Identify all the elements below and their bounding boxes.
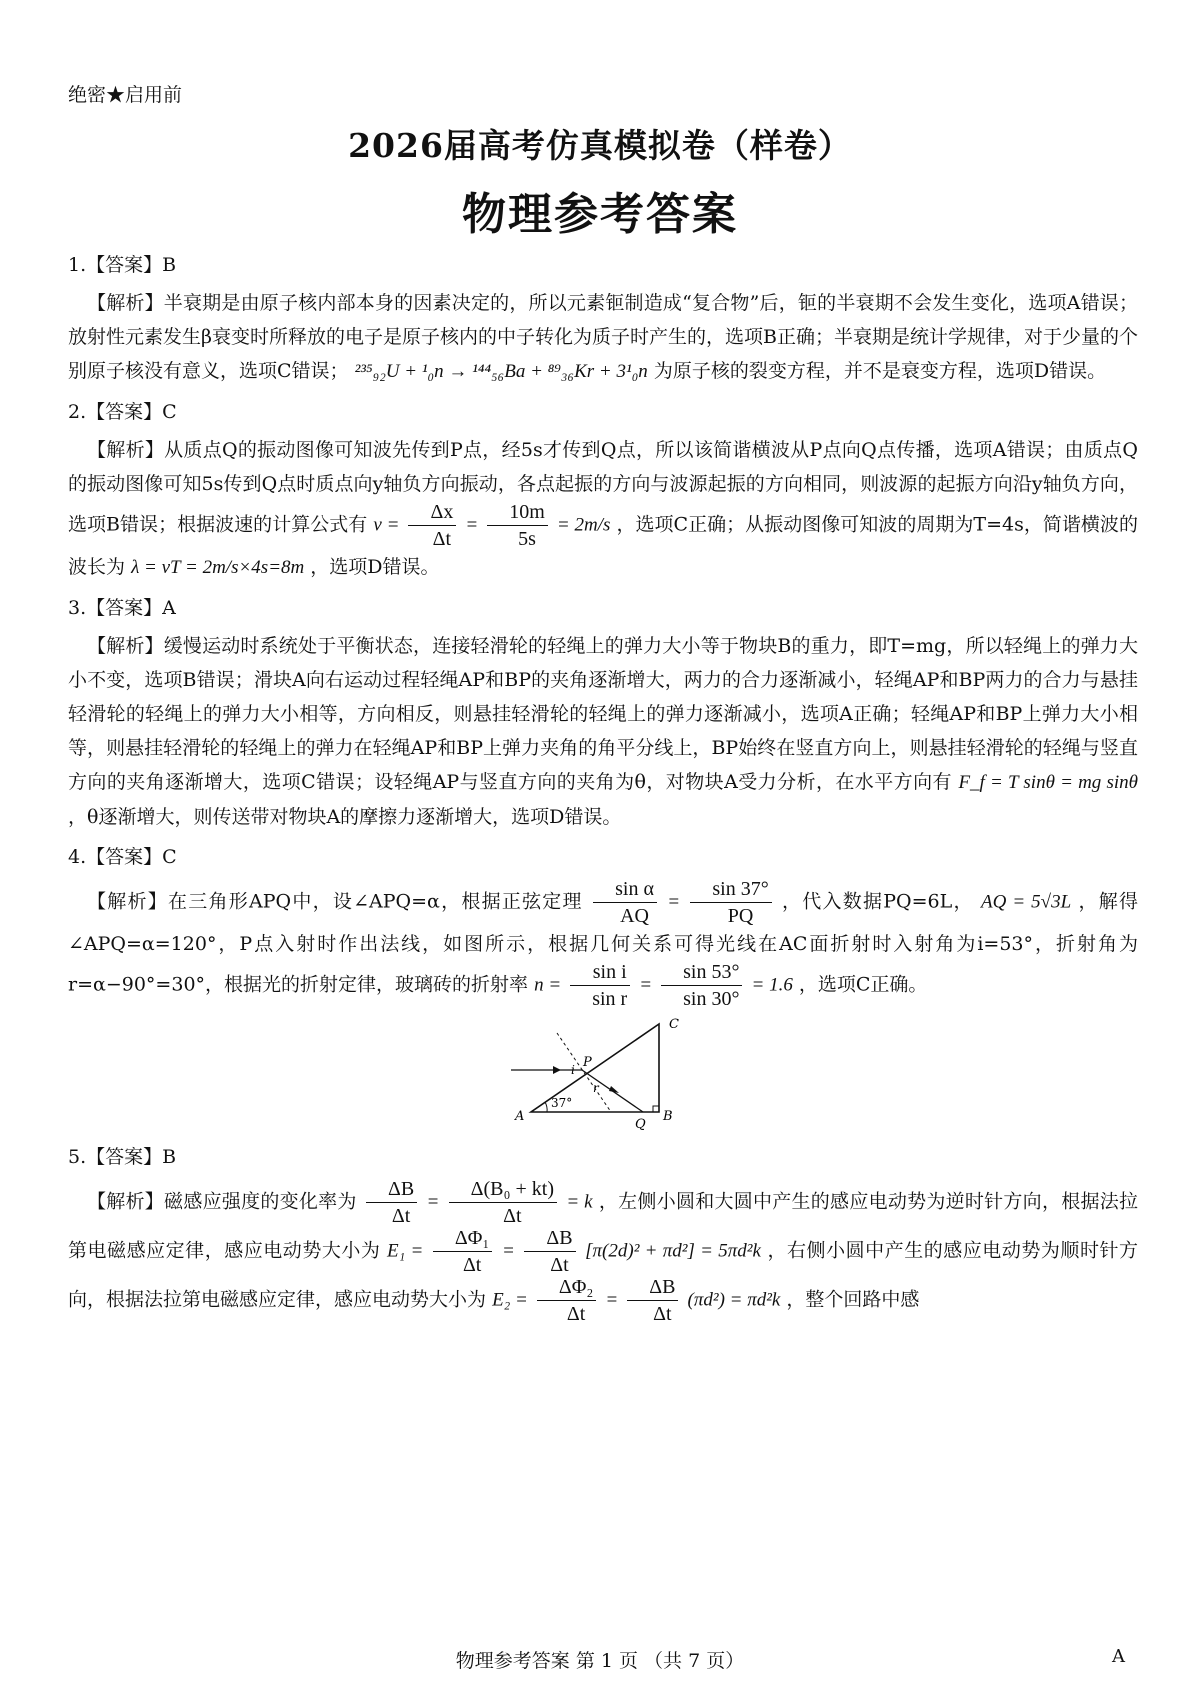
q3-text-2: ，θ逐渐增大，则传送带对物块A的摩擦力逐渐增大，选项D错误。 xyxy=(68,806,622,828)
q2-wavelength-eq: λ = vT = 2m/s×4s=8m xyxy=(131,557,305,578)
q5-frac5-den: Δt xyxy=(566,1303,586,1325)
q2-eq-mid: = xyxy=(465,514,479,536)
q5-fraction-2 xyxy=(449,1178,557,1227)
q3-answer: 3.【答案】A xyxy=(68,597,176,619)
q4-frac3-den: sin r xyxy=(592,988,628,1010)
q5-e1-lhs: E₁ = xyxy=(387,1240,424,1262)
q5-explanation: 【解析】磁感应强度的变化率为 $\frac{\Delta B}{\Delta t}$ = $\frac{\text{Δ(B₀ + kt)}}{\Delta t}$ = k ，左侧小圆和大圆中产生的感应电动势为逆时针方向，根据法拉第电磁感应定律，感应电动势大小为 E₁ = $\frac{\text{ΔΦ₁}}{\Delta t}$ = $\frac{\Delta B}{\Delta t}$ [π(2d)² + πd²] = 5πd²k ，右侧小圆中产生的感应电动势为顺时针方向，根据法拉第电磁感应定律，感应电动势大小为 E₂ = $\frac{\text{ΔΦ₂}}{\Delta t}$ = $\frac{\Delta B}{\Delta t}$ (πd²) = πd²k ，整个回路中感 xyxy=(68,1178,1138,1325)
q2-eq-lhs: v = xyxy=(373,514,400,536)
label-37deg: 37° xyxy=(551,1096,573,1110)
page-footer: 物理参考答案 第 1 页 （共 7 页） xyxy=(455,1650,745,1672)
q3-friction-eq: F_f = T sinθ = mg sinθ xyxy=(958,772,1138,793)
version-mark: A xyxy=(1112,1646,1125,1667)
q4-frac1-den: AQ xyxy=(620,905,649,927)
label-q: Q xyxy=(635,1117,646,1132)
q1-fission-equation: ²³⁵₉₂U + ¹₀n → ¹⁴⁴₅₆Ba + ⁸⁹₃₆Kr + 3¹₀n xyxy=(354,361,648,382)
q4-fraction-1 xyxy=(593,878,657,927)
q5-fraction-1 xyxy=(366,1178,417,1227)
q5-text-2: ，左侧小圆和大圆中产生的感应电动势为逆时针方向，根据法拉第电磁感应定律，感应电动势大小为 xyxy=(68,1190,1138,1262)
q4-explanation: 【解析】在三角形APQ中，设∠APQ=α，根据正弦定理 $\frac{\text{sin α}}{AQ}$ = $\frac{\sin 37^\circ}{PQ}$ ，代入数据PQ=6L， AQ = 5√3L ，解得∠APQ=α=120°，P点入射时作出法线，如图所示，根据几何关系可得光线在AC面折射时入射角为i=53°，折射角为r=α−90°=30°，根据光的折射定律，玻璃砖的折射率 n = $\frac{\text{sin i}}{\text{sin r}}$ = $\frac{\sin 53^\circ}{\sin 30^\circ}$ = 1.6 ，选项C正确。 xyxy=(68,878,1138,1010)
q2-frac1-den: Δt xyxy=(432,528,452,550)
q4-frac2-den: PQ xyxy=(727,905,754,927)
q5-text-3: ，右侧小圆中产生的感应电动势为顺时针方向，根据法拉第电磁感应定律，感应电动势大小为 xyxy=(68,1239,1138,1311)
q4-text-4: ，选项C正确。 xyxy=(798,973,928,996)
q2-fraction-1 xyxy=(408,501,456,550)
q2-text-2: ，选项C正确；从振动图像可知波的周期为T=4s，简谐横波的波长为 xyxy=(68,513,1138,578)
q5-frac6-den: Δt xyxy=(653,1303,672,1325)
label-b: B xyxy=(663,1109,673,1124)
exam-title: 2026届高考仿真模拟卷（样卷） xyxy=(348,126,852,165)
q5-fraction-4 xyxy=(524,1227,575,1276)
q5-fraction-6 xyxy=(627,1276,678,1325)
q5-frac3-num: ΔΦ₁ xyxy=(433,1227,492,1252)
q5-e2-lhs: E₂ = xyxy=(492,1289,528,1311)
q3-text-1: 【解析】缓慢运动时系统处于平衡状态，连接轻滑轮的轻绳上的弹力大小等于物块B的重力，即T=mg，所以轻绳上的弹力大小不变，选项B错误；滑块A向右运动过程轻绳AP和BP的夹角逐渐增大，两力的合力逐渐减小，轻绳AP和BP两力的合力与悬挂轻滑轮的轻绳上的弹力大小相等，方向相反，则悬挂轻滑轮的轻绳上的弹力逐渐减小，选项A正确；轻绳AP和BP上弹力大小相等，则悬挂轻滑轮的轻绳上的弹力在轻绳AP和BP上弹力夹角的角平分线上，BP始终在竖直方向上，则悬挂轻滑轮的轻绳与竖直方向的夹角逐渐增大，选项C错误；设轻绳AP与竖直方向的夹角为θ，对物块A受力分析，在水平方向有 xyxy=(68,635,1138,793)
q2-fraction-2 xyxy=(487,501,548,550)
q5-text-4: ，整个回路中感 xyxy=(786,1288,920,1311)
q5-e2-rhs: (πd²) = πd²k xyxy=(687,1289,781,1311)
q2-frac1-num: Δx xyxy=(408,501,456,526)
q5-frac2-num: Δ(B₀ + kt) xyxy=(449,1178,557,1203)
q4-frac3-num: sin i xyxy=(570,961,630,986)
q2-eq-rhs: = 2m/s xyxy=(556,514,611,536)
q3-explanation xyxy=(68,629,1138,834)
right-angle-marker xyxy=(653,1106,659,1112)
q4-n-rhs: = 1.6 xyxy=(751,974,793,996)
q4-frac4-den: sin 30° xyxy=(683,988,740,1010)
q1-text-2: 为原子核的裂变方程，并不是衰变方程，选项D错误。 xyxy=(653,360,1107,382)
q4-fraction-2 xyxy=(690,878,771,927)
q4-fraction-3 xyxy=(570,961,630,1010)
q2-answer: 2.【答案】C xyxy=(68,401,177,423)
label-r: r xyxy=(593,1081,599,1095)
label-c: C xyxy=(669,1017,679,1032)
page-title: 物理参考答案 xyxy=(462,189,738,240)
confidential-label: 绝密★启用前 xyxy=(68,84,183,106)
q4-fraction-4 xyxy=(661,961,742,1010)
q1-answer: 1.【答案】B xyxy=(68,254,177,276)
answer-body xyxy=(68,244,1138,1331)
q2-explanation xyxy=(68,433,1138,585)
q4-answer: 4.【答案】C xyxy=(68,846,177,868)
label-p: P xyxy=(583,1055,592,1070)
q4-text-3: ，解得∠APQ=α=120°，P点入射时作出法线，如图所示，根据几何关系可得光线在AC面折射时入射角为i=53°，折射角为r=α−90°=30°，根据光的折射定律，玻璃砖的折射率 xyxy=(68,890,1138,996)
q5-frac1-num: ΔB xyxy=(366,1178,417,1203)
q5-frac6-num: ΔB xyxy=(627,1276,678,1301)
refracted-arrow-icon xyxy=(609,1086,619,1093)
q1-text-1: 【解析】半衰期是由原子核内部本身的因素决定的，所以元素钷制造成“复合物”后，钷的半衰期不会发生变化，选项A错误；放射性元素发生β衰变时所释放的电子是原子核内的中子转化为质子时产生的，选项B正确；半衰期是统计学规律，对于少量的个别原子核没有意义，选项C错误； xyxy=(68,292,1138,382)
label-a: A xyxy=(515,1109,525,1124)
q5-e1-rhs: [π(2d)² + πd²] = 5πd²k xyxy=(585,1240,761,1262)
q2-frac2-den: 5s xyxy=(518,528,536,550)
q5-frac4-den: Δt xyxy=(550,1254,569,1276)
q5-frac1-den: Δt xyxy=(391,1205,411,1227)
q4-text-2: ，代入数据PQ=6L， xyxy=(782,890,974,913)
q4-aq-eq: AQ = 5√3L xyxy=(981,891,1072,913)
q4-text-1: 【解析】在三角形APQ中，设∠APQ=α，根据正弦定理 xyxy=(87,890,583,913)
prism-refraction-figure xyxy=(503,1016,703,1136)
q4-frac1-num: sin α xyxy=(593,878,657,903)
q2-text-3: ，选项D错误。 xyxy=(310,556,440,578)
q2-text-1: 【解析】从质点Q的振动图像可知波先传到P点，经5s才传到Q点，所以该简谐横波从P点向Q点传播，选项A错误；由质点Q的振动图像可知5s传到Q点时质点向y轴负方向振动，各点起振的方向与波源起振的方向相同，则波源的起振方向沿y轴负方向，选项B错误；根据波速的计算公式有 xyxy=(68,439,1138,536)
incident-arrow-icon xyxy=(553,1066,561,1074)
q4-frac4-num: sin 53° xyxy=(661,961,742,986)
angle-arc xyxy=(545,1102,547,1112)
q5-answer: 5.【答案】B xyxy=(68,1146,177,1168)
q5-frac4-num: ΔB xyxy=(524,1227,575,1252)
q5-fraction-5 xyxy=(537,1276,596,1325)
q5-frac2-den: Δt xyxy=(503,1205,522,1227)
label-i: i xyxy=(571,1063,575,1077)
q2-frac2-num: 10m xyxy=(487,501,548,526)
q5-frac5-num: ΔΦ₂ xyxy=(537,1276,596,1301)
q4-frac2-num: sin 37° xyxy=(690,878,771,903)
q5-frac3-den: Δt xyxy=(462,1254,482,1276)
q5-text-1: 【解析】磁感应强度的变化率为 xyxy=(87,1190,357,1213)
q4-n-lhs: n = xyxy=(534,974,562,996)
q1-explanation xyxy=(68,286,1138,389)
q5-k: = k xyxy=(566,1191,593,1213)
q5-fraction-3 xyxy=(433,1227,492,1276)
